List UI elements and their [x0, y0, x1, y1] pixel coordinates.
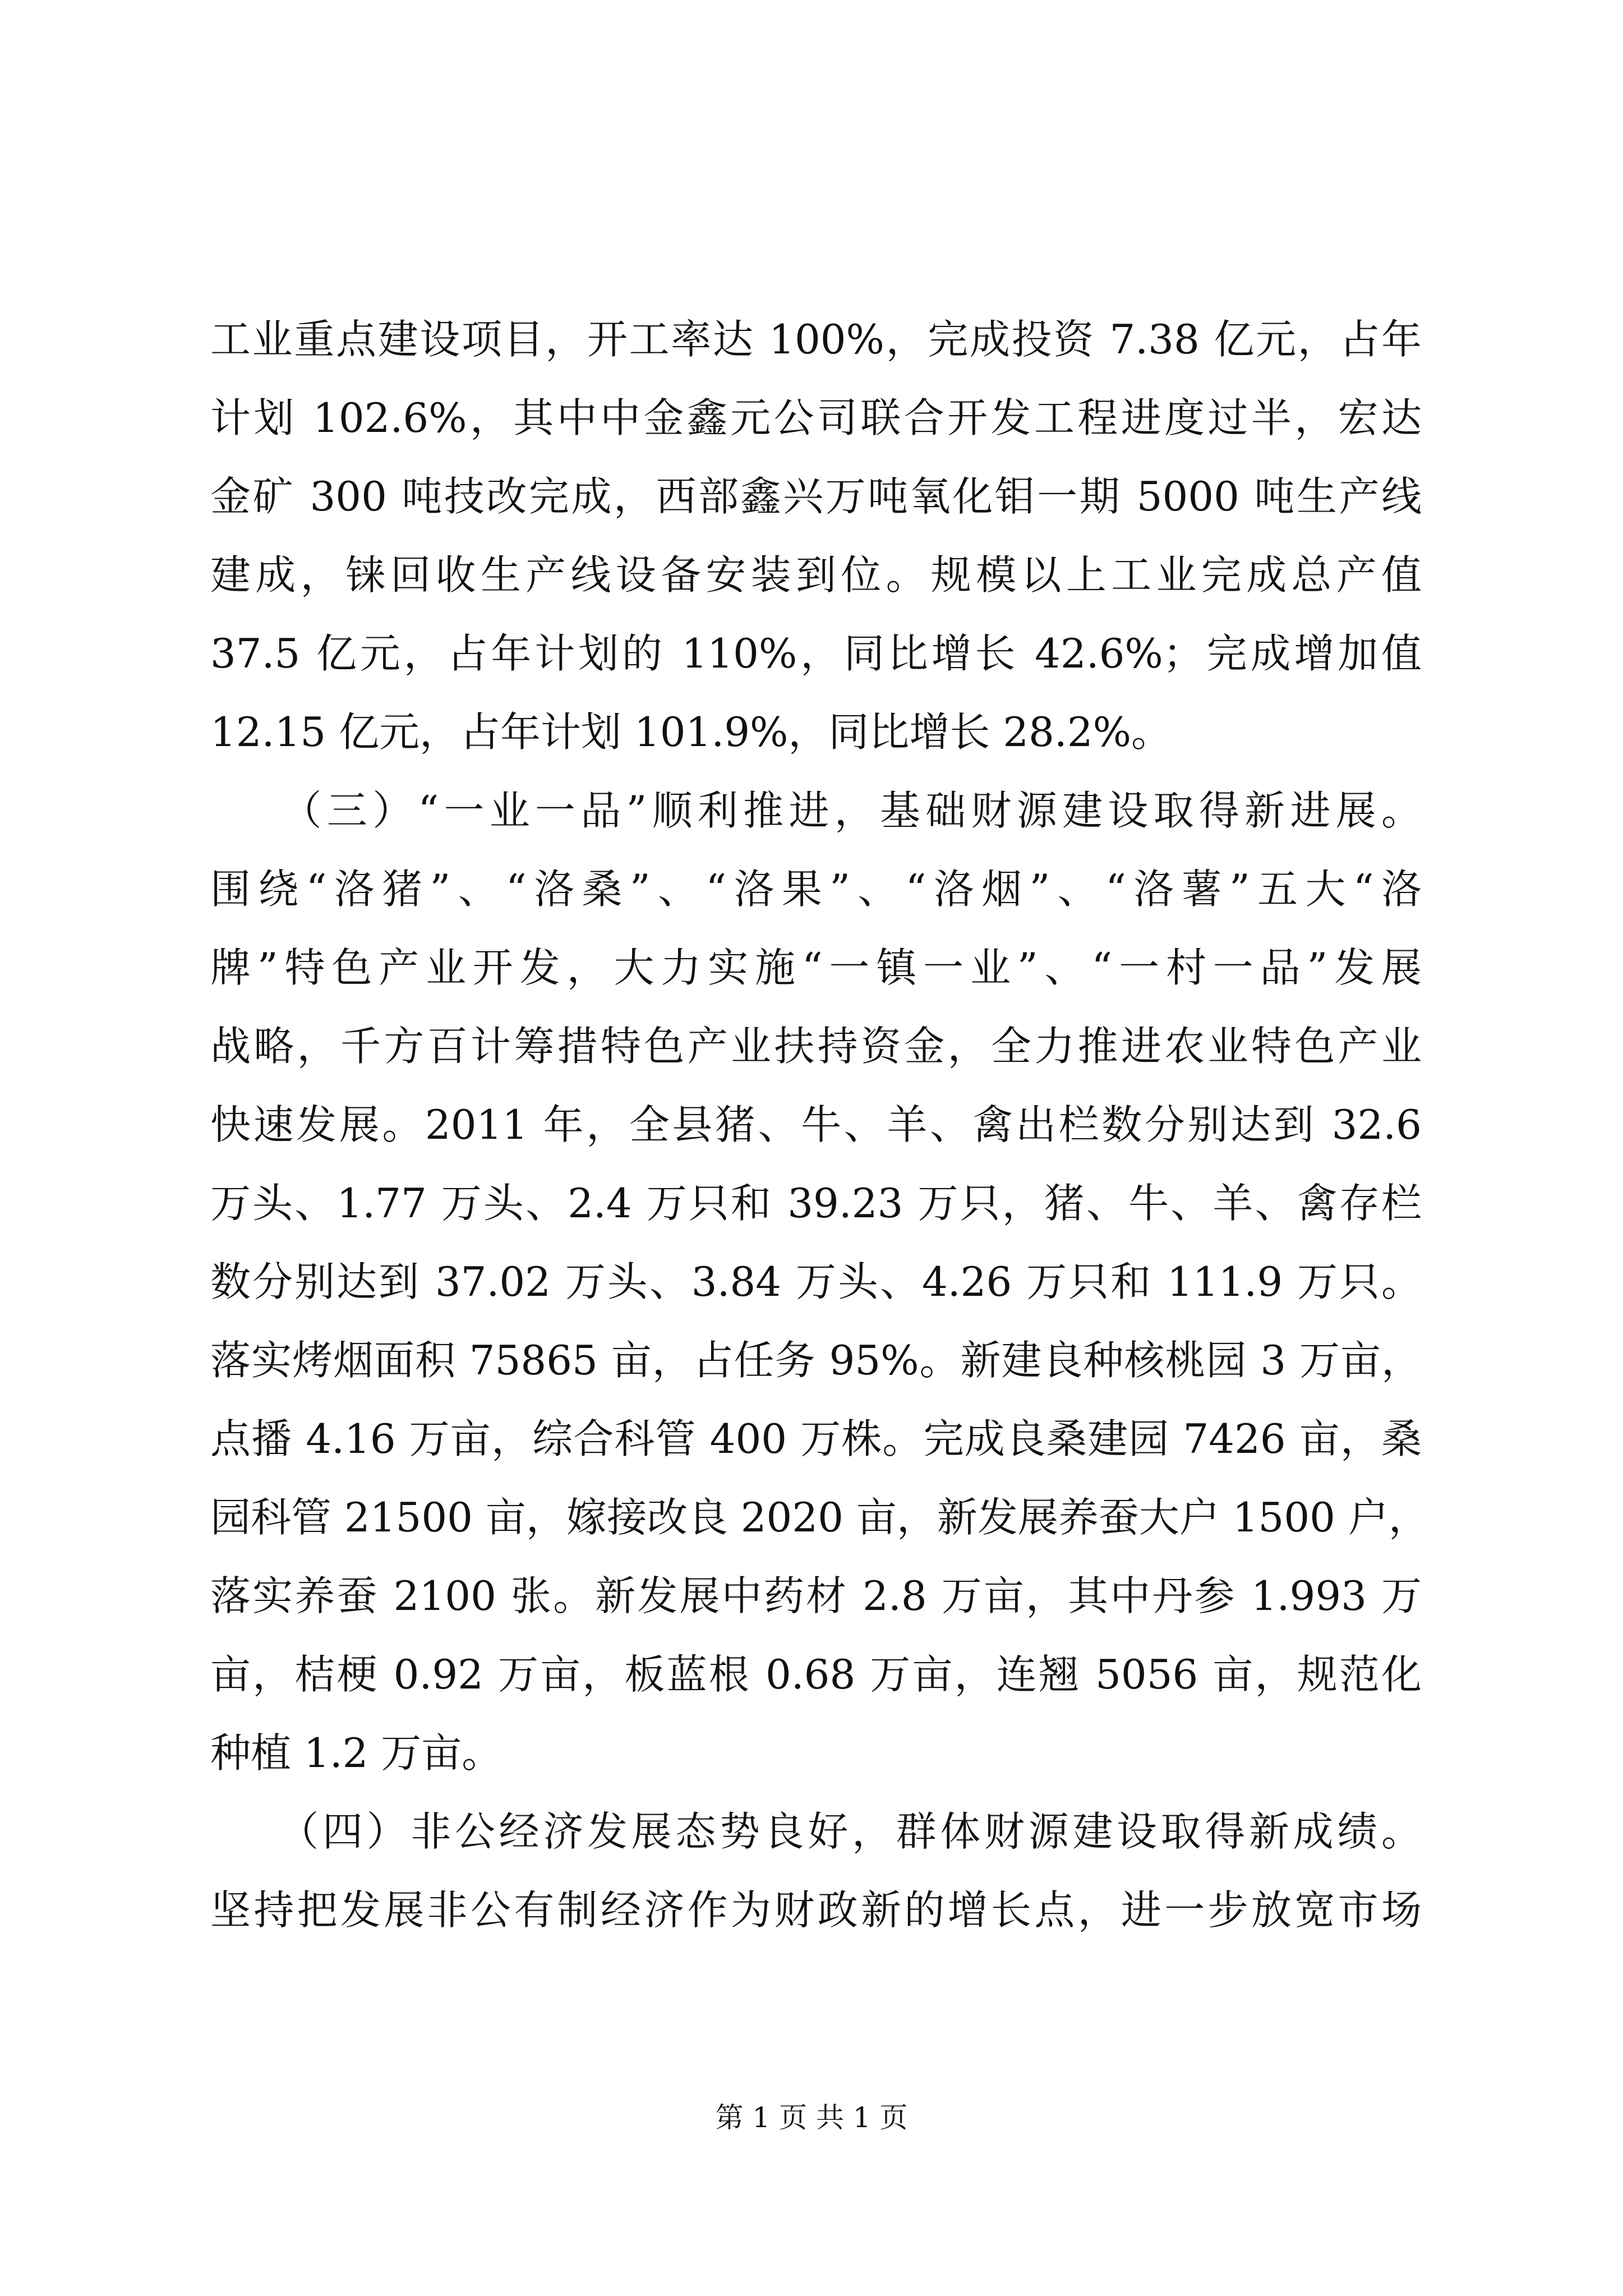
text-line: 37.5 亿元，占年计划的 110%，同比增长 42.6%；完成增加值: [210, 630, 1422, 677]
text-line: 落实养蚕 2100 张。新发展中药材 2.8 万亩，其中丹参 1.993 万: [210, 1572, 1422, 1619]
text-line: 牌”特色产业开发，大力实施“一镇一业”、“一村一品”发展: [210, 944, 1422, 991]
text-line: 计划 102.6%，其中中金鑫元公司联合开发工程进度过半，宏达: [210, 394, 1422, 441]
text-line: 亩，桔梗 0.92 万亩，板蓝根 0.68 万亩，连翘 5056 亩，规范化: [210, 1651, 1422, 1698]
text-line: 建成，铼回收生产线设备安装到位。规模以上工业完成总产值: [210, 551, 1422, 599]
section-heading-line: （四）非公经济发展态势良好，群体财源建设取得新成绩。: [210, 1808, 1422, 1855]
text-line: 12.15 亿元，占年计划 101.9%，同比增长 28.2%。: [210, 708, 1172, 756]
text-line: 点播 4.16 万亩，综合科管 400 万株。完成良桑建园 7426 亩，桑: [210, 1415, 1422, 1462]
page-footer: 第 1 页 共 1 页: [715, 2101, 908, 2134]
text-line: 万头、1.77 万头、2.4 万只和 39.23 万只，猪、牛、羊、禽存栏: [210, 1180, 1422, 1227]
text-line: 种植 1.2 万亩。: [210, 1729, 502, 1777]
section-heading-line: （三）“一业一品”顺利推进，基础财源建设取得新进展。: [210, 787, 1422, 834]
text-line: 快速发展。2011 年，全县猪、牛、羊、禽出栏数分别达到 32.6: [210, 1101, 1422, 1148]
text-line: 金矿 300 吨技改完成，西部鑫兴万吨氧化钼一期 5000 吨生产线: [210, 473, 1422, 520]
text-line: 落实烤烟面积 75865 亩，占任务 95%。新建良种核桃园 3 万亩，: [210, 1337, 1422, 1384]
text-line: 战略，千方百计筹措特色产业扶持资金，全力推进农业特色产业: [210, 1023, 1422, 1070]
text-line: 坚持把发展非公有制经济作为财政新的增长点，进一步放宽市场: [210, 1887, 1422, 1934]
text-line: 园科管 21500 亩，嫁接改良 2020 亩，新发展养蚕大户 1500 户，: [210, 1494, 1429, 1541]
text-line: 数分别达到 37.02 万头、3.84 万头、4.26 万只和 111.9 万只。: [210, 1258, 1422, 1305]
text-line: 工业重点建设项目，开工率达 100%，完成投资 7.38 亿元，占年: [210, 316, 1422, 363]
text-line: 围绕“洛猪”、“洛桑”、“洛果”、“洛烟”、“洛薯”五大“洛: [210, 866, 1422, 913]
